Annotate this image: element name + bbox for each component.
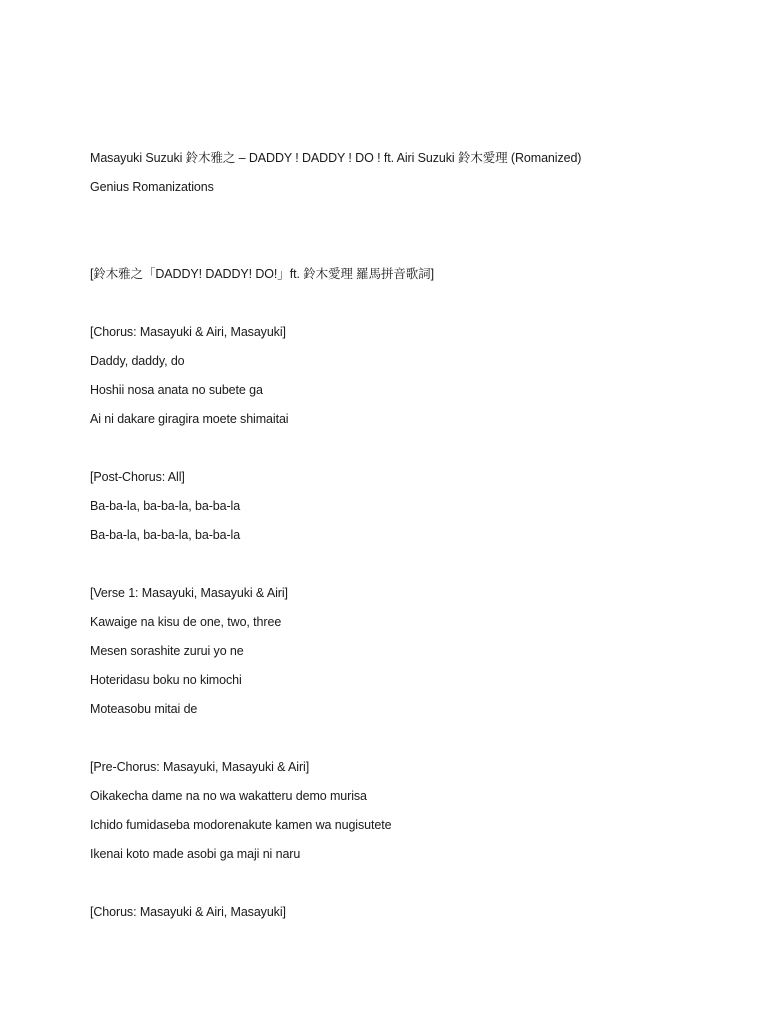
lyrics-heading: [鈴木雅之「DADDY! DADDY! DO!」ft. 鈴木愛理 羅馬拼音歌詞] — [90, 267, 434, 281]
lyric-line: Mesen sorashite zurui yo ne — [90, 644, 244, 658]
lyric-line: Ichido fumidaseba modorenakute kamen wa nugisutete — [90, 818, 392, 832]
lyric-line: Ikenai koto made asobi ga maji ni naru — [90, 847, 301, 861]
lyric-line: Oikakecha dame na no wa wakatteru demo murisa — [90, 789, 367, 803]
section-tag: [Verse 1: Masayuki, Masayuki & Airi] — [90, 586, 288, 600]
section-tag: [Chorus: Masayuki & Airi, Masayuki] — [90, 325, 286, 339]
spacer — [90, 730, 730, 759]
section-post-chorus — [90, 469, 730, 544]
spacer — [90, 556, 730, 585]
lyric-line: Ba-ba-la, ba-ba-la, ba-ba-la — [90, 528, 241, 542]
spacer — [90, 208, 730, 266]
section-chorus-1 — [90, 324, 730, 428]
lyric-line: Moteasobu mitai de — [90, 702, 198, 716]
section-verse-1 — [90, 585, 730, 718]
spacer — [90, 440, 730, 469]
section-tag: [Pre-Chorus: Masayuki, Masayuki & Airi] — [90, 760, 310, 774]
section-tag: [Chorus: Masayuki & Airi, Masayuki] — [90, 905, 286, 919]
document-page — [90, 150, 730, 933]
lyric-line: Hoteridasu boku no kimochi — [90, 673, 242, 687]
lyric-line: Daddy, daddy, do — [90, 354, 185, 368]
spacer — [90, 295, 730, 324]
spacer — [90, 875, 730, 904]
section-tag: [Post-Chorus: All] — [90, 470, 185, 484]
song-title: Masayuki Suzuki 鈴木雅之 – DADDY ! DADDY ! DO ! ft. Airi Suzuki 鈴木愛理 (Romanized) — [90, 151, 582, 165]
lyric-line: Ba-ba-la, ba-ba-la, ba-ba-la — [90, 499, 241, 513]
section-chorus-2 — [90, 904, 730, 921]
section-pre-chorus — [90, 759, 730, 863]
lyric-line: Kawaige na kisu de one, two, three — [90, 615, 282, 629]
source-label: Genius Romanizations — [90, 180, 214, 194]
lyric-line: Hoshii nosa anata no subete ga — [90, 383, 263, 397]
lyric-line: Ai ni dakare giragira moete shimaitai — [90, 412, 289, 426]
